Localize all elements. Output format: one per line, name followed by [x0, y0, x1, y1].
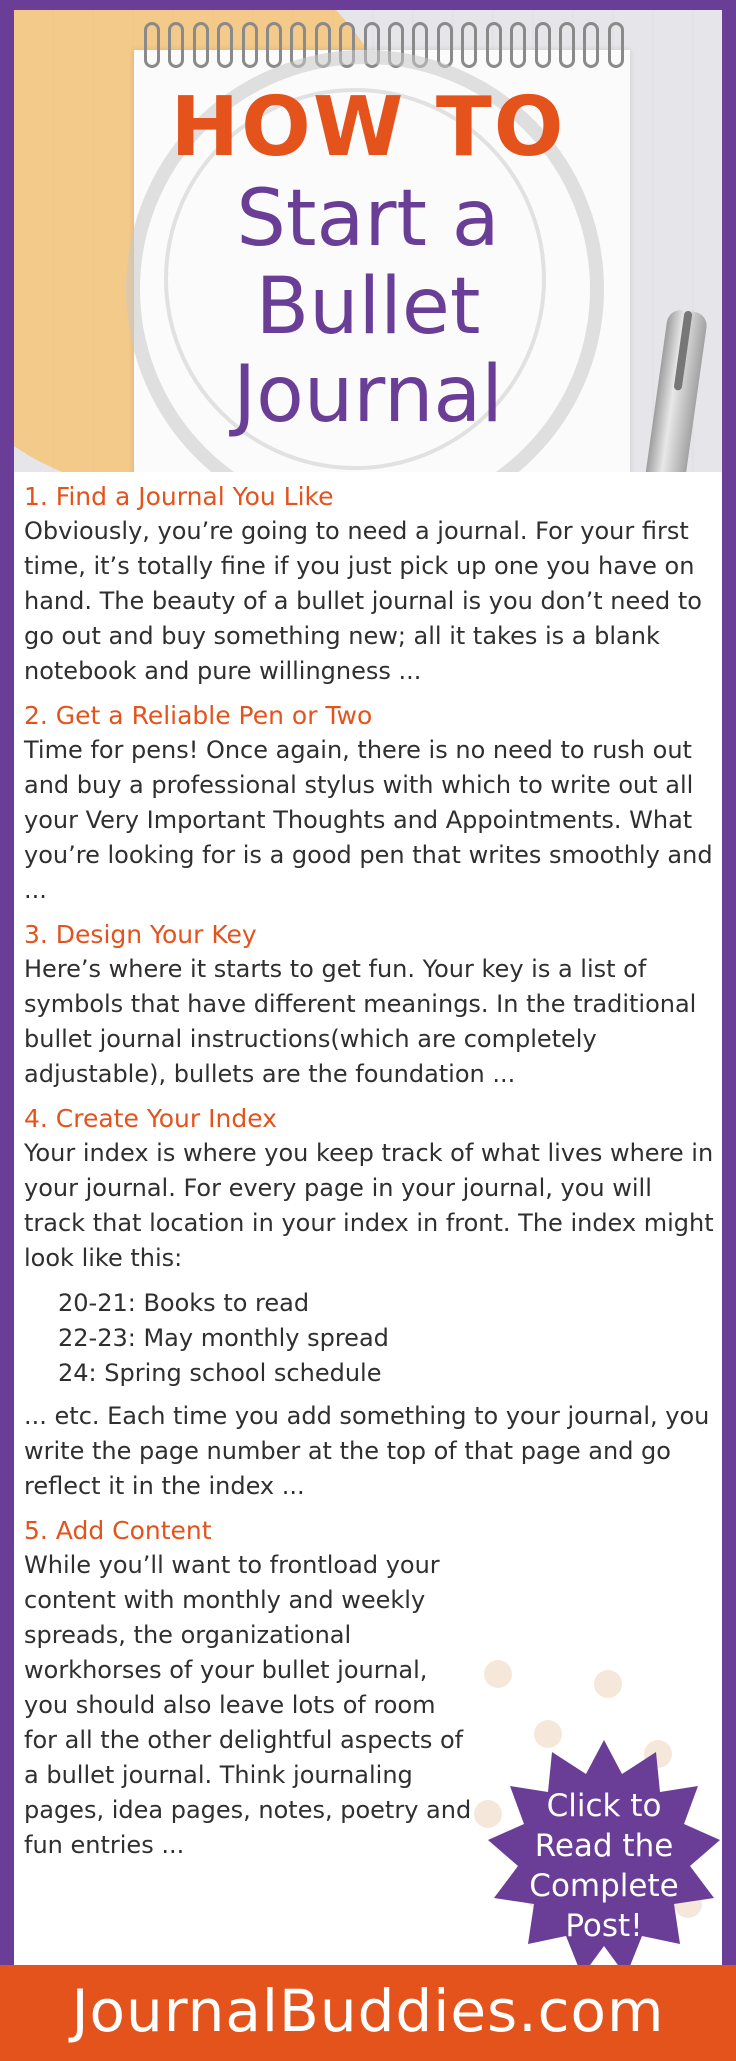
badge-text: Click to Read the Complete Post! [529, 1788, 679, 1944]
hero-image [14, 10, 722, 472]
section-body: Here’s where it starts to get fun. Your key is a list of symbols that have different meanings. In the traditional bullet journal instructions(which are completely adjustable), bullets are the foundation ... [24, 955, 697, 1088]
footer-bar [0, 1965, 736, 2061]
section-heading: 1. Find a Journal You Like [24, 482, 334, 511]
section-2 [24, 699, 714, 908]
title-line-start: Start a [236, 174, 500, 264]
section-heading: 3. Design Your Key [24, 920, 257, 949]
section-body: Obviously, you’re going to need a journal. For your first time, it’s totally fine if you just pick up one you have on hand. The beauty of a bullet journal is you don’t need to go out and buy something new; all it takes is a blank notebook and pure willingness ... [24, 517, 702, 685]
section-body: While you’ll want to frontload your content with monthly and weekly spreads, the organizational workhorses of your bullet journal, you should also leave lots of room for all the other delightful aspects of a bullet journal. Think journaling pages, idea pages, notes, poetry and fun entries ... [24, 1551, 472, 1859]
title-line-journal: Journal [233, 350, 503, 440]
section-heading: 2. Get a Reliable Pen or Two [24, 701, 373, 730]
title-main [14, 175, 722, 439]
section-body: Your index is where you keep track of what lives where in your journal. For every page in your journal, you will track that location in your index in front. The index might look like this: [24, 1139, 714, 1272]
section-3 [24, 918, 714, 1092]
title-how-to: HOW TO [170, 80, 566, 175]
index-example-list [58, 1286, 714, 1391]
section-heading: 5. Add Content [24, 1516, 212, 1545]
section-4 [24, 1102, 714, 1504]
list-item: 24: Spring school schedule [58, 1359, 382, 1387]
section-body-continued: ... etc. Each time you add something to your journal, you write the page number at the top of that page and go reflect it in the index ... [24, 1402, 710, 1500]
list-item: 20-21: Books to read [58, 1289, 310, 1317]
infographic-card [14, 10, 722, 1965]
title-line-bullet: Bullet [255, 262, 481, 352]
section-body: Time for pens! Once again, there is no need to rush out and buy a professional stylus with which to write out all your Very Important Thoughts and Appointments. What you’re looking for is a good pen that writes smoothly and ... [24, 736, 713, 904]
read-more-badge[interactable] [484, 1740, 722, 1965]
footer-site-link[interactable]: JournalBuddies.com [71, 1977, 665, 2045]
section-heading: 4. Create Your Index [24, 1104, 277, 1133]
section-1 [24, 480, 714, 689]
list-item: 22-23: May monthly spread [58, 1324, 389, 1352]
